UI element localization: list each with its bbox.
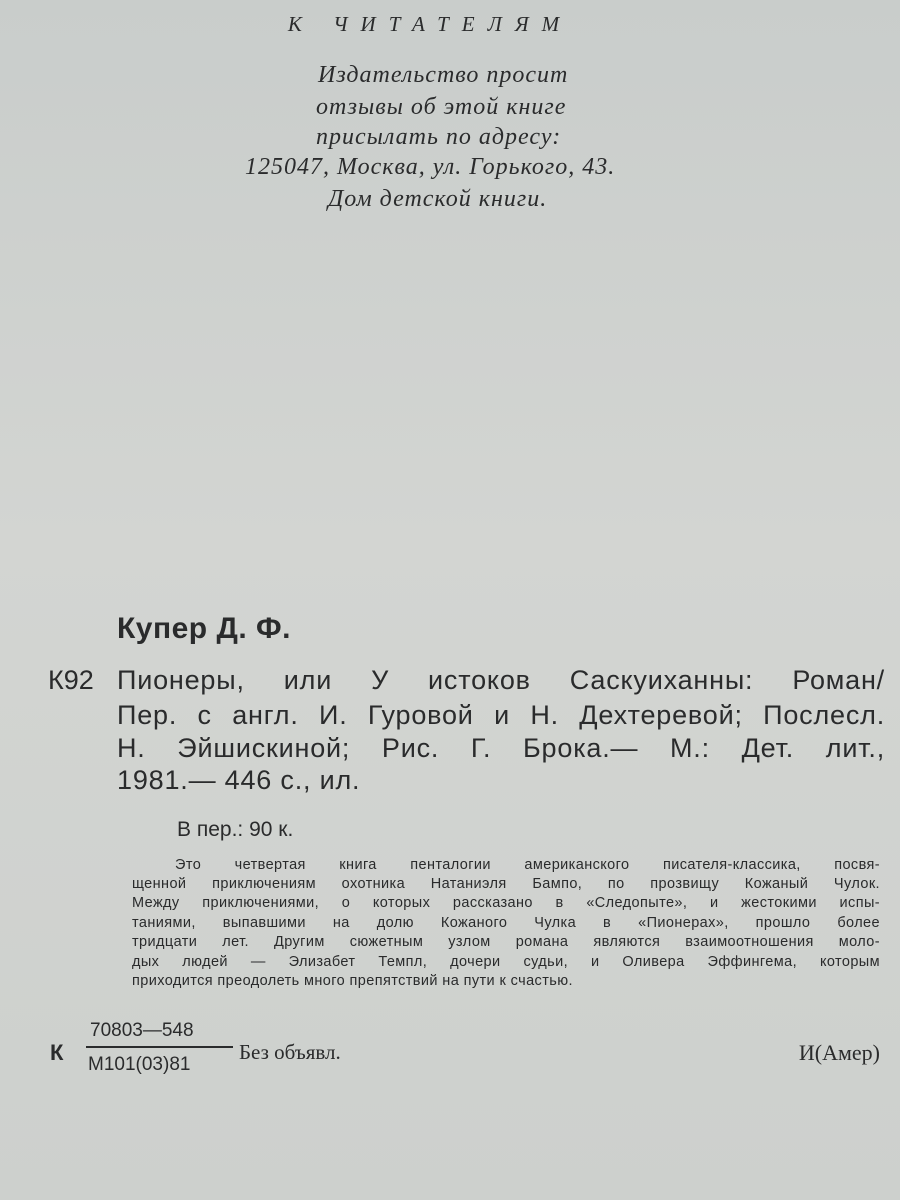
reader-note-title: К ЧИТАТЕЛЯМ [287,12,573,36]
reader-note-line: Дом детской книги. [328,186,548,212]
classification-denominator: М101(03)81 [88,1054,191,1075]
bibliographic-line: 1981.— 446 с., ил. [117,765,361,795]
price: В пер.: 90 к. [177,818,294,841]
bibliographic-line: Н. Эйшискиной; Рис. Г. Брока.— М.: Дет. лит., [117,733,885,763]
author-name: Купер Д. Ф. [117,612,291,645]
reader-note-line: Издательство просит [318,62,569,88]
language-code: И(Амер) [798,1040,880,1065]
annotation-line: дых людей — Элизабет Темпл, дочери судьи, и Оливера Эффингема, которым [132,954,880,970]
bibliographic-line: Пер. с англ. И. Гуровой и Н. Дехтеревой; Послесл. [117,700,885,730]
publisher-address: 125047, Москва, ул. Горького, 43. [245,154,616,180]
author-code: К92 [48,665,94,695]
annotation-line: приходится преодолеть много препятствий на пути к счастью. [132,973,573,989]
reader-note-line: присылать по адресу: [316,124,562,150]
no-announcement-note: Без объявл. [239,1040,341,1064]
bibliographic-line: Пионеры, или У истоков Саскуиханны: Роман/ [117,665,885,695]
classification-letter: К [50,1040,64,1065]
annotation-line: щенной приключениям охотника Натаниэля Бампо, по прозвищу Кожаный Чулок. [132,876,880,892]
annotation-line: Между приключениями, о которых рассказано в «Следопыте», и жестокими испы- [132,895,880,911]
classification-numerator: 70803—548 [90,1020,194,1041]
annotation-line: таниями, выпавшими на долю Кожаного Чулка в «Пионерах», прошло более [132,915,880,931]
annotation-line: тридцати лет. Другим сюжетным узлом романа являются взаимоотношения моло- [132,934,880,950]
fraction-bar [86,1046,233,1048]
reader-note-line: отзывы об этой книге [316,94,567,120]
annotation-line: Это четвертая книга пенталогии американского писателя-классика, посвя- [175,857,880,873]
